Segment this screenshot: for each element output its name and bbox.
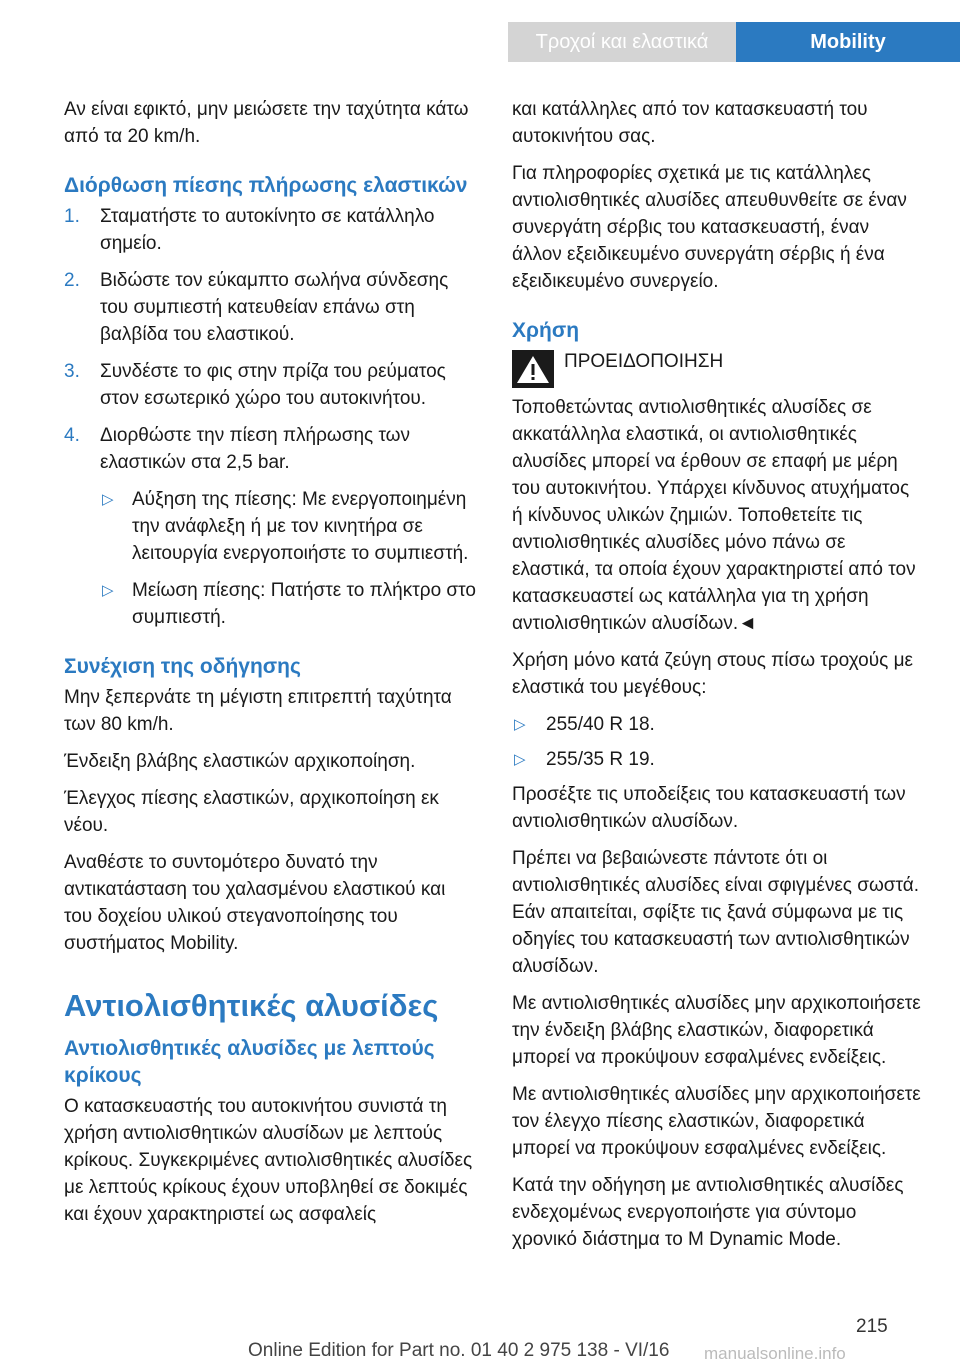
intro-paragraph: Αν είναι εφικτό, μην μειώσετε την ταχύτητα κάτω από τα 20 km/h. [64, 99, 469, 147]
triangle-bullet-icon: ▷ [102, 491, 114, 508]
paragraph: και κατάλληλες από τον κατασκευαστή του αυτοκινήτου σας. [512, 99, 868, 147]
heading-snow-chains: Αντιολισθητικές αλυσίδες [64, 988, 439, 1023]
heading-fine-link-chains: Αντιολισθητικές αλυσίδες με λεπτούς κρίκους [64, 1037, 435, 1087]
triangle-bullet-icon: ▷ [514, 751, 526, 768]
paragraph: Με αντιολισθητικές αλυσίδες μην αρχικοποιήσετε την ένδειξη βλάβης ελαστικών, διαφορετικά μπορεί να προκύψουν εσφαλμένες ενδείξεις. [512, 993, 921, 1068]
paragraph: Προσέξτε τις υποδείξεις του κατασκευαστή των αντιολισθητικών αλυσίδων. [512, 784, 906, 832]
list-item [512, 711, 922, 738]
step-text: Διορθώστε την πίεση πλήρωσης των ελαστικών στα 2,5 bar. [100, 425, 411, 473]
tire-size: 255/35 R 19. [546, 749, 655, 770]
step-text: Συνδέστε το φις στην πρίζα του ρεύματος στον εσωτερικό χώρο του αυτοκινήτου. [100, 361, 446, 409]
step-text: Βιδώστε τον εύκαμπτο σωλήνα σύνδεσης του συμπιεστή κατευθείαν επάνω στη βαλβίδα του ελαστικού. [100, 270, 449, 345]
left-column [64, 96, 478, 1238]
edition-text: Online Edition for Part no. 01 40 2 975 138 - VI/16 [248, 1340, 670, 1361]
triangle-bullet-icon: ▷ [102, 582, 114, 599]
paragraph: Ο κατασκευαστής του αυτοκινήτου συνιστά τη χρήση αντιολισθητικών αλυσίδων με λεπτούς κρίκους. Συγκεκριμένες αντιολισθητικές αλυσίδες με λεπτούς κρίκους έχουν υποβληθεί σε δοκιμές και έχουν χαρακτηριστεί ως ασφαλείς [64, 1096, 473, 1225]
paragraph: Χρήση μόνο κατά ζεύγη στους πίσω τροχούς με ελαστικά του μεγέθους: [512, 650, 913, 698]
paragraph: Ένδειξη βλάβης ελαστικών αρχικοποίηση. [64, 751, 416, 772]
step-item [64, 267, 478, 348]
step-text: Σταματήστε το αυτοκίνητο σε κατάλληλο σημείο. [100, 206, 435, 254]
warning-box [512, 348, 922, 394]
chapter-tab: Mobility [736, 22, 960, 62]
warning-text: Τοποθετώντας αντιολισθητικές αλυσίδες σε ακκατάλληλα ελαστικά, οι αντιολισθητικές αλυσίδες μπορεί να έρθουν σε επαφή με μέρη του αυτοκινήτου. Υπάρχει κίνδυνος ατυχήματος ή κίνδυνος υλικών ζημιών. Τοποθετείτε τις αντιολισθητικές αλυσίδες μόνο πάνω σε ελαστικά, τα οποία έχουν χαρακτηριστεί από τον κατασκευαστεί ως κατάλληλα για τη χρήση αντιολισθητικών αλυσίδων.◄ [512, 397, 916, 634]
substep-item [64, 486, 478, 567]
substep-text: Αύξηση της πίεσης: Με ενεργοποιημένη την ανάφλεξη ή με τον κινητήρα σε λειτουργία ενεργοποιήστε το συμπιεστή. [132, 489, 469, 564]
heading-continue-driving: Συνέχιση της οδήγησης [64, 655, 301, 678]
warning-icon [512, 350, 554, 388]
tire-size: 255/40 R 18. [546, 714, 655, 735]
step-item [64, 203, 478, 257]
step-number: 1. [64, 206, 80, 227]
triangle-bullet-icon: ▷ [514, 716, 526, 733]
step-item [64, 358, 478, 412]
page-footer [0, 1316, 960, 1363]
paragraph: Αναθέστε το συντομότερο δυνατό την αντικατάσταση του χαλασμένου ελαστικού και του δοχείου υλικού στεγανοποίησης του συστήματος Mobility. [64, 852, 446, 954]
heading-tire-pressure: Διόρθωση πίεσης πλήρωσης ελαστικών [64, 174, 468, 197]
paragraph: Έλεγχος πίεσης ελαστικών, αρχικοποίηση εκ νέου. [64, 788, 439, 836]
paragraph: Πρέπει να βεβαιώνεστε πάντοτε ότι οι αντιολισθητικές αλυσίδες είναι σφιγμένες σωστά. Εάν απαιτείται, σφίξτε τις ξανά σύμφωνα με τις οδηγίες του κατασκευαστή των αντιολισθητικών αλυσίδων. [512, 848, 920, 977]
step-number: 4. [64, 425, 80, 446]
warning-label: ΠΡΟΕΙΔΟΠΟΙΗΣΗ [564, 351, 724, 372]
paragraph: Με αντιολισθητικές αλυσίδες μην αρχικοποιήσετε τον έλεγχο πίεσης ελαστικών, διαφορετικά μπορεί να προκύψουν εσφαλμένες ενδείξεις. [512, 1084, 921, 1159]
paragraph: Μην ξεπερνάτε τη μέγιστη επιτρεπτή ταχύτητα των 80 km/h. [64, 687, 452, 735]
step-number: 2. [64, 270, 80, 291]
step-number: 3. [64, 361, 80, 382]
heading-usage: Χρήση [512, 319, 580, 342]
right-column [512, 96, 922, 1263]
paragraph: Για πληροφορίες σχετικά με τις κατάλληλες αντιολισθητικές αλυσίδες απευθυνθείτε σε έναν συνεργάτη σέρβις του κατασκευαστή, έναν άλλον εξειδικευμένο συνεργάτη σέρβις ή ένα εξειδικευμένο συνεργείο. [512, 163, 907, 292]
step-item [64, 422, 478, 476]
list-item [512, 746, 922, 773]
page-header [0, 22, 960, 62]
watermark: manualsonline.info [704, 1344, 846, 1363]
paragraph: Κατά την οδήγηση με αντιολισθητικές αλυσίδες ενδεχομένως ενεργοποιήστε για σύντομο χρονικό διάστημα το M Dynamic Mode. [512, 1175, 904, 1250]
page-number: 215 [856, 1316, 888, 1337]
section-tab: Τροχοί και ελαστικά [508, 22, 736, 62]
substep-item [64, 577, 478, 631]
substep-text: Μείωση πίεσης: Πατήστε το πλήκτρο στο συμπιεστή. [132, 580, 476, 628]
